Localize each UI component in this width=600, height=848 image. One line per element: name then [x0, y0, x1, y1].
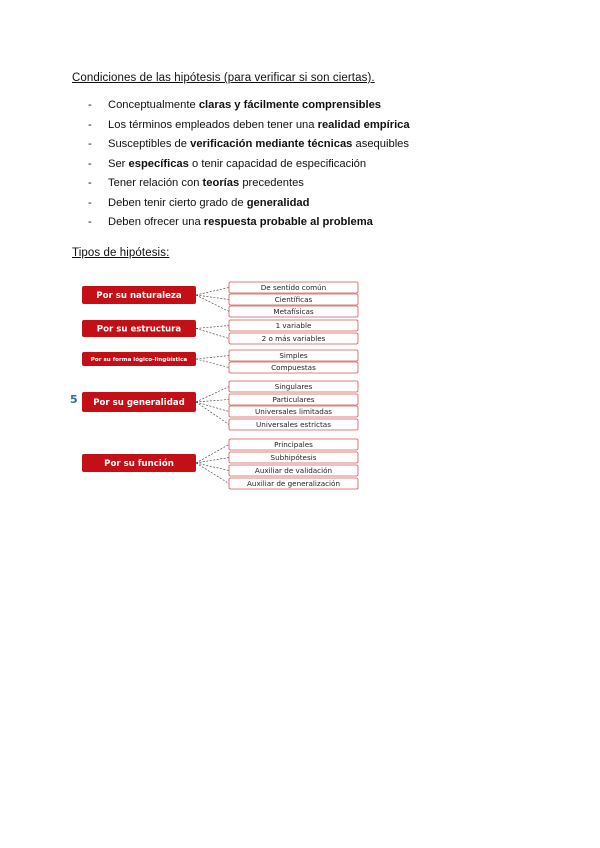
- connector-line: [196, 359, 229, 368]
- condition-bold: específicas: [128, 157, 189, 170]
- side-mark: 5: [70, 393, 78, 406]
- option-label: Subhipótesis: [270, 453, 317, 463]
- connector-line: [196, 402, 229, 425]
- category-label: Por su naturaleza: [96, 291, 182, 302]
- option-label: 2 o más variables: [261, 334, 326, 344]
- connector-line: [196, 463, 229, 471]
- category-label: Por su estructura: [96, 324, 182, 335]
- condition-text: Tener relación con: [108, 177, 203, 189]
- connector-line: [196, 295, 229, 312]
- list-dash: -: [88, 118, 92, 131]
- option-label: Auxiliar de generalización: [246, 479, 341, 489]
- category-label: Por su generalidad: [93, 398, 185, 409]
- list-dash: -: [88, 99, 92, 111]
- list-dash: -: [88, 138, 92, 150]
- option-label: Científicas: [274, 295, 313, 305]
- condition-bold: generalidad: [246, 196, 310, 209]
- hypothesis-type-group: [82, 282, 358, 317]
- connector-line: [196, 326, 229, 329]
- condition-text: o tenir capacidad de especificación: [188, 157, 367, 170]
- option-label: 1 variable: [275, 321, 312, 331]
- option-label: Particulares: [272, 395, 315, 405]
- condition-bold: claras y fácilmente comprensibles: [198, 99, 382, 111]
- connector-line: [196, 402, 229, 412]
- option-label: Auxiliar de validación: [254, 466, 333, 476]
- list-dash: -: [88, 196, 92, 209]
- condition-text: Ser: [108, 157, 129, 170]
- option-label: Compuestas: [271, 363, 316, 373]
- category-label: Por su forma lógico-lingüística: [90, 357, 188, 364]
- hypothesis-type-group: [82, 350, 358, 373]
- option-label: Universales estrictas: [256, 420, 331, 430]
- conditions-heading: Condiciones de las hipótesis (para verificar si son ciertas).: [72, 72, 375, 84]
- connector-line: [196, 458, 229, 464]
- connector-line: [196, 463, 229, 484]
- connector-line: [196, 445, 229, 464]
- connector-line: [196, 329, 229, 339]
- option-label: Universales limitadas: [255, 407, 332, 417]
- types-heading: Tipos de hipótesis:: [72, 247, 170, 259]
- condition-text: Deben ofrecer una: [108, 216, 204, 228]
- option-label: Principales: [274, 440, 313, 450]
- condition-bold: teorías: [202, 177, 240, 189]
- category-label: Por su función: [104, 459, 174, 470]
- condition-text: Susceptibles de: [108, 138, 191, 150]
- condition-text: precedentes: [239, 177, 304, 189]
- option-label: De sentido común: [260, 283, 327, 293]
- hypothesis-type-group: [82, 439, 358, 489]
- list-dash: -: [88, 216, 92, 228]
- list-dash: -: [88, 177, 92, 189]
- condition-bold: realidad empírica: [317, 118, 410, 131]
- option-label: Metafísicas: [273, 307, 314, 317]
- option-label: Simples: [279, 351, 308, 361]
- connector-line: [196, 356, 229, 360]
- condition-bold: respuesta probable al problema: [203, 216, 373, 228]
- condition-text: Deben tenir cierto grado de: [108, 196, 247, 209]
- hypothesis-type-group: [82, 320, 358, 344]
- option-label: Singulares: [274, 382, 313, 392]
- connector-line: [196, 288, 229, 296]
- condition-text: asequibles: [352, 138, 409, 150]
- hypothesis-type-group: [82, 381, 358, 430]
- condition-text: Los términos empleados deben tener una: [108, 118, 318, 131]
- condition-text: Conceptualmente: [108, 99, 199, 111]
- list-dash: -: [88, 157, 92, 170]
- condition-bold: verificación mediante técnicas: [190, 138, 353, 150]
